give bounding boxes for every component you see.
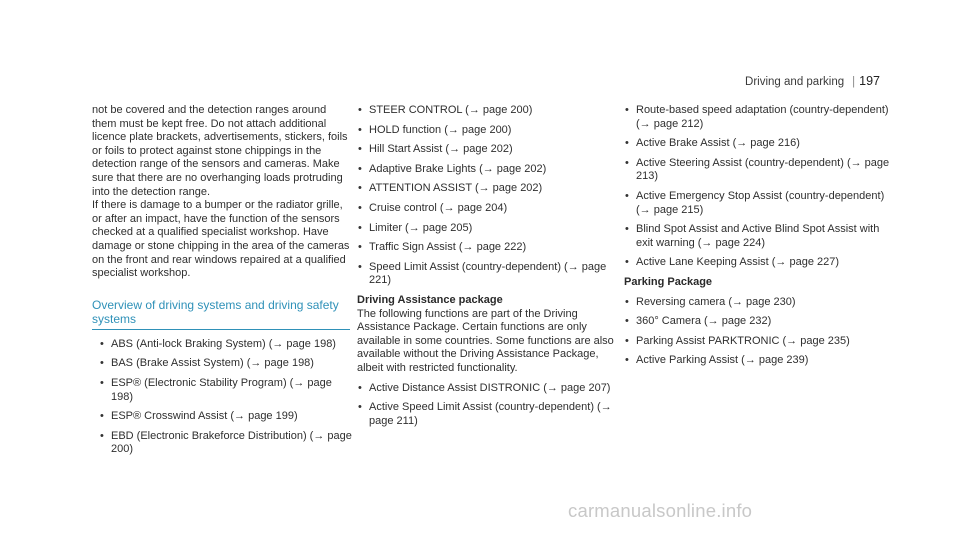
list-item-text: Adaptive Brake Lights (→ page 202) [369, 162, 547, 175]
list-item[interactable] [99, 377, 352, 404]
list-item[interactable] [624, 256, 894, 270]
bullet-icon: • [100, 337, 104, 350]
section-title: Overview of driving systems and driving safety systems [92, 298, 350, 330]
bullet-icon: • [100, 429, 104, 442]
list-item[interactable] [357, 401, 622, 428]
parking-package-list [624, 296, 894, 368]
list-item-text: ESP® (Electronic Stability Program) (→ page 198) [111, 376, 332, 403]
list-item[interactable] [99, 357, 352, 371]
list-item[interactable] [357, 261, 622, 288]
list-item-text: EBD (Electronic Brakeforce Distribution) (→ page 200) [111, 429, 352, 456]
list-item-text: Active Steering Assist (country-dependent) (→ page 213) [636, 156, 890, 183]
list-item[interactable] [357, 182, 622, 196]
bullet-icon: • [358, 143, 362, 156]
column-1 [92, 104, 352, 457]
list-item-text: HOLD function (→ page 200) [369, 123, 512, 136]
driving-assistance-heading: Driving Assistance package [357, 293, 503, 306]
bullet-icon: • [625, 189, 629, 202]
bullet-icon: • [625, 354, 629, 367]
bullet-icon: • [358, 201, 362, 214]
list-item-text: ABS (Anti-lock Braking System) (→ page 198) [111, 337, 336, 350]
list-item[interactable] [99, 430, 352, 457]
list-item-text: BAS (Brake Assist System) (→ page 198) [111, 357, 314, 370]
bullet-icon: • [358, 381, 362, 394]
section-name: Driving and parking [745, 76, 845, 88]
bullet-icon: • [625, 137, 629, 150]
list-item-text: Speed Limit Assist (country-dependent) (→ page 221) [369, 260, 607, 287]
bullet-icon: • [625, 156, 629, 169]
list-item[interactable] [624, 157, 894, 184]
list-item-text: Active Speed Limit Assist (country-dependent) (→ page 211) [369, 401, 612, 427]
list-item[interactable] [624, 104, 894, 131]
list-item-text: Reversing camera (→ page 230) [636, 295, 796, 308]
driving-systems-list-continued [357, 104, 622, 288]
list-item-text: ATTENTION ASSIST (→ page 202) [369, 182, 543, 195]
bullet-icon: • [625, 315, 629, 328]
list-item-text: Cruise control (→ page 204) [369, 201, 508, 214]
bullet-icon: • [358, 123, 362, 136]
list-item[interactable] [357, 202, 622, 216]
bullet-icon: • [100, 376, 104, 389]
list-item[interactable] [624, 335, 894, 349]
list-item-text: Blind Spot Assist and Active Blind Spot Assist with exit warning (→ page 224) [636, 223, 880, 249]
bullet-icon: • [625, 256, 629, 269]
driving-assistance-paragraph: The following functions are part of the Driving Assistance Package. Certain functions are only available in some countries. Some functions are also available without the Driving Assistance Package, albeit with restricted functionality. [357, 307, 614, 374]
list-item[interactable] [624, 223, 894, 250]
bullet-icon: • [625, 104, 629, 116]
list-item-text: Active Distance Assist DISTRONIC (→ page 207) [369, 381, 611, 394]
list-item-text: Active Parking Assist (→ page 239) [636, 354, 809, 367]
list-item[interactable] [357, 143, 622, 157]
driving-assistance-list-continued [624, 104, 894, 270]
list-item[interactable] [624, 137, 894, 151]
list-item-text: ESP® Crosswind Assist (→ page 199) [111, 410, 298, 423]
list-item[interactable] [357, 124, 622, 138]
list-item[interactable] [357, 382, 622, 396]
parking-package-heading: Parking Package [624, 275, 713, 288]
list-item[interactable] [624, 190, 894, 217]
list-item-text: STEER CONTROL (→ page 200) [369, 104, 533, 116]
list-item[interactable] [624, 354, 894, 368]
bullet-icon: • [358, 162, 362, 175]
header-separator: | [852, 76, 856, 88]
list-item[interactable] [357, 104, 622, 118]
page-header [745, 74, 880, 88]
bullet-icon: • [358, 241, 362, 254]
list-item[interactable] [99, 410, 352, 424]
bullet-icon: • [358, 221, 362, 234]
list-item-text: Traffic Sign Assist (→ page 222) [369, 241, 527, 254]
driving-assistance-list [357, 382, 622, 429]
page-number: 197 [859, 74, 880, 88]
bullet-icon: • [358, 104, 362, 116]
list-item-text: Limiter (→ page 205) [369, 221, 473, 234]
list-item[interactable] [624, 315, 894, 329]
list-item-text: 360° Camera (→ page 232) [636, 315, 772, 328]
column-2 [357, 104, 622, 428]
bullet-icon: • [358, 182, 362, 195]
bullet-icon: • [100, 357, 104, 370]
column-3 [624, 104, 894, 368]
list-item-text: Active Brake Assist (→ page 216) [636, 137, 800, 150]
list-item[interactable] [357, 222, 622, 236]
list-item-text: Parking Assist PARKTRONIC (→ page 235) [636, 334, 850, 347]
list-item-text: Route-based speed adaptation (country-dependent) (→ page 212) [636, 104, 889, 130]
list-item[interactable] [624, 296, 894, 310]
paragraph-damage: If there is damage to a bumper or the radiator grille, or after an impact, have the function of the sensors checked at a qualified specialist workshop. Have damage or stone chipping in the area of the cameras on the front and rear windows repaired at a qualified specialist workshop. [92, 199, 350, 280]
paragraph-sensors-covered: not be covered and the detection ranges around them must be kept free. Do not attach additional licence plate brackets, advertisements, stickers, foils or foils to protect against stone chippings in the detection range of the sensors and cameras. Make sure that there are no overhanging loads protruding into the detection range. [92, 104, 348, 198]
bullet-icon: • [100, 410, 104, 423]
list-item[interactable] [357, 241, 622, 255]
driving-systems-list [92, 338, 352, 457]
bullet-icon: • [358, 260, 362, 273]
watermark: carmanualsonline.info [568, 500, 753, 521]
list-item-text: Active Lane Keeping Assist (→ page 227) [636, 256, 840, 269]
list-item-text: Hill Start Assist (→ page 202) [369, 143, 513, 156]
bullet-icon: • [625, 295, 629, 308]
list-item[interactable] [357, 163, 622, 177]
list-item-text: Active Emergency Stop Assist (country-dependent) (→ page 215) [636, 189, 885, 216]
bullet-icon: • [625, 334, 629, 347]
bullet-icon: • [625, 223, 629, 236]
bullet-icon: • [358, 401, 362, 414]
list-item[interactable] [99, 338, 352, 352]
